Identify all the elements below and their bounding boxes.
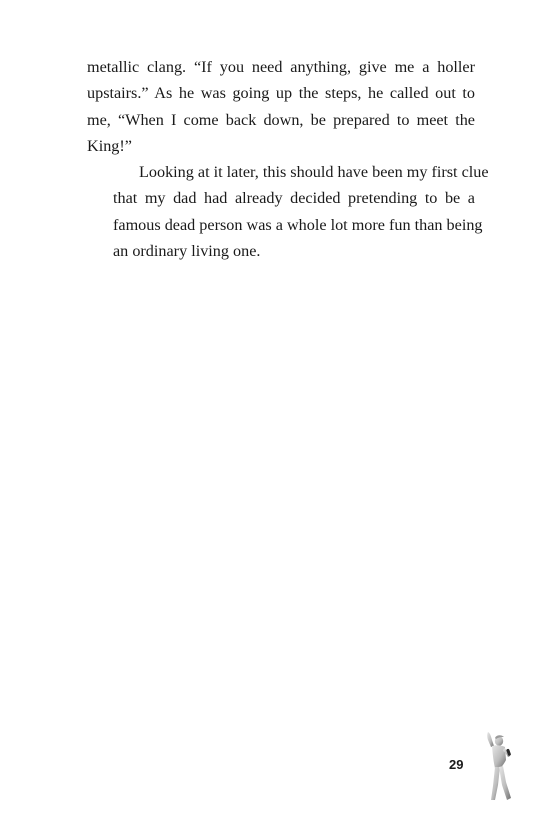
paragraph-2-line-3: famous dead person was a whole lot more fun than being	[113, 215, 483, 234]
page-number: 29	[449, 757, 464, 772]
paragraph-1-line-1: metallic clang. “If you need anything, give me a holler	[87, 58, 475, 76]
paragraph-2-line-1: Looking at it later, this should have been my first clue	[139, 163, 489, 182]
paragraph-2	[87, 159, 489, 264]
paragraph-2-line-2: that my dad had already decided pretending to be a	[113, 189, 475, 208]
paragraph-1-line-2: upstairs.” As he was going up the steps, he called out to	[87, 84, 475, 103]
paragraph-1-line-3: me, “When I come back down, be prepared to meet the	[87, 110, 475, 129]
paragraph-2-line-4: an ordinary living one.	[113, 242, 261, 261]
body-text	[87, 54, 489, 264]
paragraph-1-line-4: King!”	[87, 136, 132, 155]
singer-silhouette-icon	[478, 730, 518, 802]
paragraph-1	[87, 54, 475, 159]
